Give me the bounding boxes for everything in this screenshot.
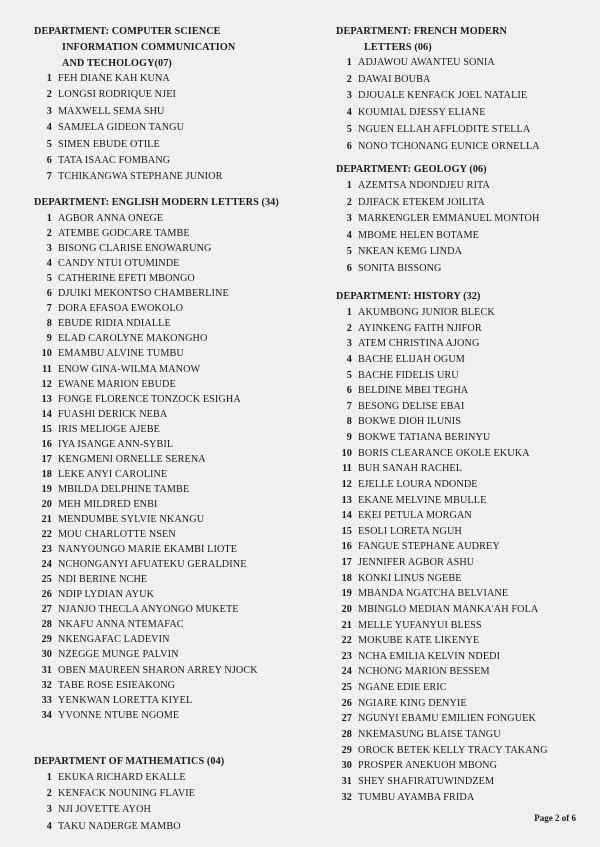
student-name: NGANE EDIE ERIC <box>358 682 447 694</box>
student-number: 1 <box>46 772 52 783</box>
student-list-item <box>34 803 151 816</box>
student-name: BISONG CLARISE ENOWARUNG <box>58 243 212 255</box>
student-name: TCHIKANGWA STEPHANE JUNIOR <box>58 171 223 183</box>
department-heading-line: DEPARTMENT: FRENCH MODERN <box>336 26 507 37</box>
student-name: NKAFU ANNA NTEMAFAC <box>58 619 184 631</box>
student-name: NCHONG MARION BESSEM <box>358 666 490 678</box>
student-number: 1 <box>346 307 352 318</box>
student-name: AZEMTSA NDONDJEU RITA <box>358 180 491 191</box>
student-number: 16 <box>341 541 352 553</box>
student-list-item <box>34 664 258 677</box>
student-list-item <box>334 431 490 444</box>
student-number: 24 <box>341 666 352 678</box>
student-list-item <box>334 337 479 350</box>
student-name: EWANE MARION EBUDE <box>58 378 176 390</box>
student-list-item <box>34 363 200 376</box>
student-name: NGIARE KING DENYIE <box>358 697 467 709</box>
student-name: BACHE ELIJAH OGUM <box>358 353 465 365</box>
page-number: Page 2 of 6 <box>534 813 576 823</box>
student-list-item <box>34 154 170 167</box>
student-name: PROSPER ANEKUOH MBONG <box>358 760 498 772</box>
student-number: 10 <box>41 348 52 360</box>
student-list-item <box>34 588 154 601</box>
student-name: MARKENGLER EMMANUEL MONTOH <box>358 213 540 225</box>
student-name: NCHONGANYI AFUATEKU GERALDINE <box>58 559 247 571</box>
student-list-item <box>334 306 495 319</box>
student-number: 21 <box>41 514 52 525</box>
student-number: 15 <box>341 525 352 537</box>
student-list-item <box>34 573 147 586</box>
student-list-item <box>334 89 527 102</box>
student-list-item <box>34 603 239 616</box>
student-name: MOU CHARLOTTE NSEN <box>58 529 176 541</box>
student-number: 3 <box>346 338 352 350</box>
student-number: 4 <box>46 122 52 134</box>
student-name: FONGE FLORENCE TONZOCK ESIGHA <box>58 393 241 405</box>
student-list-item <box>34 378 176 391</box>
student-list-item <box>34 423 160 436</box>
student-list-item <box>334 791 474 804</box>
student-name: CANDY NTUI OTUMINDE <box>58 258 180 270</box>
student-name: NGUEN ELLAH AFFLODITE STELLA <box>358 123 531 135</box>
student-list-item <box>334 462 462 475</box>
student-number: 4 <box>346 229 352 241</box>
student-list-item <box>34 272 195 285</box>
student-list-item <box>34 787 195 800</box>
student-name: EKANE MELVINE MBULLE <box>358 494 487 506</box>
student-number: 1 <box>346 57 352 68</box>
student-number: 22 <box>341 635 352 647</box>
student-list-item <box>334 712 536 725</box>
student-number: 1 <box>46 213 52 224</box>
student-number: 2 <box>346 322 352 334</box>
student-name: BUH SANAH RACHEL <box>358 463 463 475</box>
student-list-item <box>34 820 181 833</box>
student-number: 1 <box>346 180 352 191</box>
student-number: 6 <box>46 288 52 300</box>
student-number: 23 <box>341 650 352 662</box>
department-heading <box>34 195 279 211</box>
student-list-item <box>34 170 222 183</box>
student-list-item <box>34 257 180 270</box>
student-list-item <box>334 212 539 225</box>
student-name: SIMEN EBUDE OTILE <box>58 138 160 150</box>
student-name: NONO TCHONANG EUNICE ORNELLA <box>358 140 540 152</box>
student-number: 18 <box>41 468 52 480</box>
student-name: TATA ISAAC FOMBANG <box>58 155 171 166</box>
student-name: KOUMIAL DJESSY ELIANE <box>358 107 486 119</box>
student-number: 15 <box>41 423 52 435</box>
student-list-item <box>334 229 479 242</box>
student-name: NKENGAFAC LADEVIN <box>58 634 170 646</box>
student-list-item <box>34 242 212 255</box>
student-number: 6 <box>346 385 352 397</box>
student-name: MBOME HELEN BOTAME <box>358 229 479 241</box>
student-list-item <box>334 56 495 69</box>
student-list-item <box>334 73 430 86</box>
department-heading-line: DEPARTMENT: COMPUTER SCIENCE <box>34 26 221 37</box>
student-name: DJOUALE KENFACK JOEL NATALIE <box>358 90 528 102</box>
student-number: 12 <box>41 378 52 390</box>
student-number: 31 <box>41 664 52 676</box>
student-number: 7 <box>46 171 52 183</box>
student-name: KONKI LINUS NGEBE <box>358 572 462 584</box>
student-list-item <box>34 618 184 631</box>
student-number: 12 <box>341 478 352 490</box>
student-list-item <box>334 744 548 757</box>
student-number: 6 <box>346 140 352 152</box>
student-list-item <box>334 556 474 569</box>
student-number: 3 <box>46 804 52 816</box>
student-list-item <box>334 650 500 663</box>
student-name: EKEI PETULA MORGAN <box>358 510 472 522</box>
student-number: 5 <box>346 123 352 135</box>
department-heading <box>34 754 224 770</box>
student-number: 11 <box>342 463 352 475</box>
student-number: 2 <box>46 89 52 101</box>
student-number: 17 <box>41 453 52 465</box>
student-name: BOKWE DIOH ILUNIS <box>358 416 461 428</box>
student-list-item <box>34 468 167 481</box>
student-name: MELLE YUFANYUI BLESS <box>358 619 482 631</box>
student-name: DJIFACK ETEKEM JOILITA <box>358 196 485 208</box>
student-number: 11 <box>42 363 52 375</box>
student-list-item <box>34 483 189 496</box>
student-number: 14 <box>341 510 352 522</box>
student-list-item <box>334 681 447 694</box>
student-number: 27 <box>41 604 52 616</box>
student-list-item <box>334 245 462 258</box>
student-list-item <box>34 317 171 330</box>
student-number: 32 <box>41 679 52 691</box>
student-number: 17 <box>341 557 352 569</box>
student-name: MAXWELL SEMA SHU <box>58 105 165 117</box>
student-name: TABE ROSE ESIEAKONG <box>58 679 176 691</box>
student-list-item <box>334 322 482 335</box>
student-name: ATEM CHRISTINA AJONG <box>358 338 480 350</box>
student-number: 22 <box>41 529 52 541</box>
student-list-item <box>334 603 538 616</box>
student-number: 19 <box>341 588 352 600</box>
student-name: SHEY SHAFIRATUWINDZEM <box>358 775 495 787</box>
student-number: 25 <box>41 574 52 586</box>
student-name: TUMBU AYAMBA FRIDA <box>358 791 475 803</box>
student-name: FUASHI DERICK NEBA <box>58 408 168 420</box>
student-list-item <box>334 384 468 397</box>
student-name: IYA ISANGE ANN-SYBIL <box>58 438 174 450</box>
student-number: 9 <box>46 333 52 345</box>
student-name: NCHA EMILIA KELVIN NDEDI <box>358 650 501 662</box>
student-name: FEH DIANE KAH KUNA <box>58 73 170 84</box>
student-list-item <box>334 634 479 647</box>
student-name: MOKUBE KATE LIKENYE <box>358 635 480 647</box>
student-number: 4 <box>346 353 352 365</box>
student-list-item <box>334 619 482 632</box>
student-list-item <box>334 369 459 382</box>
department-heading-line: AND TECHOLOGY(07) <box>62 58 172 69</box>
student-name: OROCK BETEK KELLY TRACY TAKANG <box>358 744 548 756</box>
student-number: 31 <box>341 775 352 787</box>
student-number: 9 <box>346 432 352 444</box>
student-name: DORA EFASOA EWOKOLO <box>58 303 184 315</box>
student-list-item <box>34 453 206 466</box>
student-list-item <box>334 697 467 710</box>
student-list-item <box>334 509 472 522</box>
student-list-item <box>334 179 490 192</box>
student-number: 21 <box>341 619 352 631</box>
student-list-item <box>34 709 179 722</box>
student-list-item <box>334 494 486 507</box>
student-name: SONITA BISSONG <box>358 263 442 274</box>
student-name: NJI JOVETTE AYOH <box>58 804 151 816</box>
student-number: 7 <box>46 303 52 315</box>
student-number: 3 <box>46 243 52 255</box>
student-name: NANYOUNGO MARIE EKAMBI LIOTE <box>58 544 238 556</box>
student-list-item <box>334 775 494 788</box>
student-list-item <box>34 679 175 692</box>
student-name: ENOW GINA-WILMA MANOW <box>58 363 201 375</box>
student-name: AYINKENG FAITH NJIFOR <box>358 322 482 334</box>
student-name: DJUIKI MEKONTSO CHAMBERLINE <box>58 288 229 300</box>
student-number: 8 <box>46 318 52 330</box>
student-list-item <box>34 227 190 240</box>
student-name: OBEN MAUREEN SHARON ARREY NJOCK <box>58 664 258 676</box>
student-name: TAKU NADERGE MAMBO <box>58 820 181 832</box>
student-list-item <box>34 438 173 451</box>
student-list-item <box>334 759 497 772</box>
student-list-item <box>334 665 490 678</box>
student-number: 5 <box>346 369 352 381</box>
student-name: EKUKA RICHARD EKALLE <box>58 772 186 783</box>
student-number: 6 <box>346 263 352 274</box>
student-list-item <box>334 415 461 428</box>
student-name: KENGMENI ORNELLE SERENA <box>58 453 206 465</box>
student-name: LONGSI RODRIQUE NJEI <box>58 89 177 101</box>
student-number: 26 <box>341 697 352 709</box>
student-name: EBUDE RIDIA NDIALLE <box>58 318 171 330</box>
student-list-item <box>34 287 229 300</box>
student-number: 2 <box>346 196 352 208</box>
student-number: 18 <box>341 572 352 584</box>
student-number: 3 <box>346 213 352 225</box>
student-list-item <box>334 728 501 741</box>
student-number: 13 <box>41 393 52 405</box>
student-name: BOKWE TATIANA BERINYU <box>358 432 491 444</box>
department-heading-line: LETTERS (06) <box>364 42 432 53</box>
student-list-item <box>34 347 184 360</box>
student-number: 10 <box>341 447 352 459</box>
student-list-item <box>34 694 192 707</box>
student-number: 20 <box>41 498 52 510</box>
student-list-item <box>34 105 165 118</box>
student-name: ESOLI LORETA NGUH <box>358 525 462 537</box>
student-list-item <box>334 478 478 491</box>
student-number: 28 <box>41 619 52 631</box>
student-number: 5 <box>346 246 352 258</box>
department-heading <box>336 289 481 305</box>
student-list-item <box>334 196 485 209</box>
student-number: 3 <box>46 105 52 117</box>
student-list-item <box>334 587 508 600</box>
student-number: 27 <box>341 713 352 725</box>
student-list-item <box>34 332 207 345</box>
student-number: 23 <box>41 544 52 556</box>
student-name: BELDINE MBEI TEGHA <box>358 385 469 397</box>
student-name: ATEMBE GODCARE TAMBE <box>58 228 190 240</box>
student-list-item <box>34 528 176 541</box>
student-number: 5 <box>46 273 52 285</box>
student-name: AGBOR ANNA ONEGE <box>58 213 164 224</box>
student-list-item <box>34 212 163 225</box>
student-name: BORIS CLEARANCE OKOLE EKUKA <box>358 447 530 459</box>
student-list-item <box>34 408 167 421</box>
student-list-item <box>334 140 540 153</box>
student-list-item <box>34 771 186 784</box>
student-name: MBINGLO MEDIAN MANKA'AH FOLA <box>358 603 539 615</box>
student-name: YENKWAN LORETTA KIYEL <box>58 694 193 706</box>
student-name: NKEAN KEMG LINDA <box>358 246 463 258</box>
department-heading-line: DEPARTMENT: ENGLISH MODERN LETTERS (34) <box>34 197 279 208</box>
student-number: 4 <box>346 107 352 119</box>
student-name: MBANDA NGATCHA BELVIANE <box>358 588 509 600</box>
student-list-item <box>334 525 462 538</box>
student-number: 25 <box>341 682 352 694</box>
department-heading-line: DEPARTMENT: HISTORY (32) <box>336 291 481 302</box>
student-list-item <box>34 121 184 134</box>
student-name: JENNIFER AGBOR ASHU <box>358 557 475 569</box>
student-number: 20 <box>341 603 352 615</box>
student-list-item <box>334 447 530 460</box>
student-number: 24 <box>41 559 52 571</box>
student-list-item <box>34 648 179 661</box>
student-name: NGUNYI EBAMU EMILIEN FONGUEK <box>358 713 536 725</box>
student-name: DAWAI BOUBA <box>358 73 431 85</box>
department-heading <box>336 24 507 56</box>
student-number: 26 <box>41 589 52 601</box>
student-list-item <box>334 400 465 413</box>
student-list-item <box>334 353 465 366</box>
student-name: NJANJO THECLA ANYONGO MUKETE <box>58 604 239 616</box>
student-number: 30 <box>41 649 52 661</box>
student-number: 32 <box>341 791 352 803</box>
student-name: EMAMBU ALVINE TUMBU <box>58 348 184 360</box>
student-number: 13 <box>341 494 352 506</box>
student-name: YVONNE NTUBE NGOME <box>58 709 180 721</box>
student-number: 19 <box>41 483 52 495</box>
student-number: 29 <box>341 744 352 756</box>
student-list-item <box>34 498 158 511</box>
student-name: NKEMASUNG BLAISE TANGU <box>358 729 501 740</box>
student-number: 14 <box>41 408 52 420</box>
student-name: BACHE FIDELIS URU <box>358 369 459 381</box>
student-list-item <box>334 572 462 585</box>
student-number: 5 <box>46 138 52 150</box>
student-name: EJELLE LOURA NDONDE <box>358 478 478 490</box>
student-list-item <box>334 106 486 119</box>
student-name: NZEGGE MUNGE PALVIN <box>58 649 179 661</box>
student-number: 4 <box>46 258 52 270</box>
student-number: 1 <box>46 73 52 84</box>
student-number: 16 <box>41 438 52 450</box>
student-list-item <box>34 633 170 646</box>
student-name: BESONG DELISE EBAI <box>358 400 465 412</box>
student-name: MENDUMBE SYLVIE NKANGU <box>58 514 205 525</box>
student-number: 30 <box>341 760 352 772</box>
student-number: 29 <box>41 634 52 646</box>
department-heading-line: DEPARTMENT: GEOLOGY (06) <box>336 164 487 175</box>
student-list-item <box>334 540 500 553</box>
student-name: FANGUE STEPHANE AUDREY <box>358 541 500 553</box>
student-list-item <box>34 558 247 571</box>
student-list-item <box>34 138 160 151</box>
student-list-item <box>34 302 183 315</box>
student-list-item <box>34 72 170 85</box>
student-list-item <box>334 262 442 275</box>
student-name: NDI BERINE NCHE <box>58 574 148 586</box>
student-name: ELAD CAROLYNE MAKONGHO <box>58 333 208 345</box>
student-number: 4 <box>46 820 52 832</box>
student-name: ADJAWOU AWANTEU SONIA <box>358 57 495 68</box>
department-heading-line: INFORMATION COMMUNICATION <box>62 42 236 53</box>
student-number: 8 <box>346 416 352 428</box>
student-list-item <box>34 88 176 101</box>
student-name: SAMJELA GIDEON TANGU <box>58 122 185 134</box>
student-name: MEH MILDRED ENBI <box>58 498 158 510</box>
student-number: 3 <box>346 90 352 102</box>
student-name: NDIP LYDIAN AYUK <box>58 589 155 601</box>
student-number: 6 <box>46 155 52 166</box>
student-name: CATHERINE EFETI MBONGO <box>58 273 195 285</box>
student-list-item <box>34 543 237 556</box>
student-number: 2 <box>346 73 352 85</box>
student-name: LEKE ANYI CAROLINE <box>58 468 168 480</box>
department-heading-line: DEPARTMENT OF MATHEMATICS (04) <box>34 756 225 767</box>
student-name: KENFACK NOUNING FLAVIE <box>58 788 196 800</box>
student-number: 2 <box>46 788 52 800</box>
student-number: 7 <box>346 400 352 412</box>
student-number: 2 <box>46 228 52 240</box>
student-name: IRIS MELIOGE AJEBE <box>58 423 160 435</box>
student-number: 28 <box>341 729 352 740</box>
student-name: AKUMBONG JUNIOR BLECK <box>358 307 495 318</box>
student-list-item <box>334 123 530 136</box>
student-name: MBILDA DELPHINE TAMBE <box>58 483 190 495</box>
department-heading <box>34 24 235 72</box>
department-heading <box>336 162 487 178</box>
student-number: 34 <box>41 709 52 721</box>
student-list-item <box>34 513 204 526</box>
student-list-item <box>34 393 241 406</box>
student-number: 33 <box>41 694 52 706</box>
